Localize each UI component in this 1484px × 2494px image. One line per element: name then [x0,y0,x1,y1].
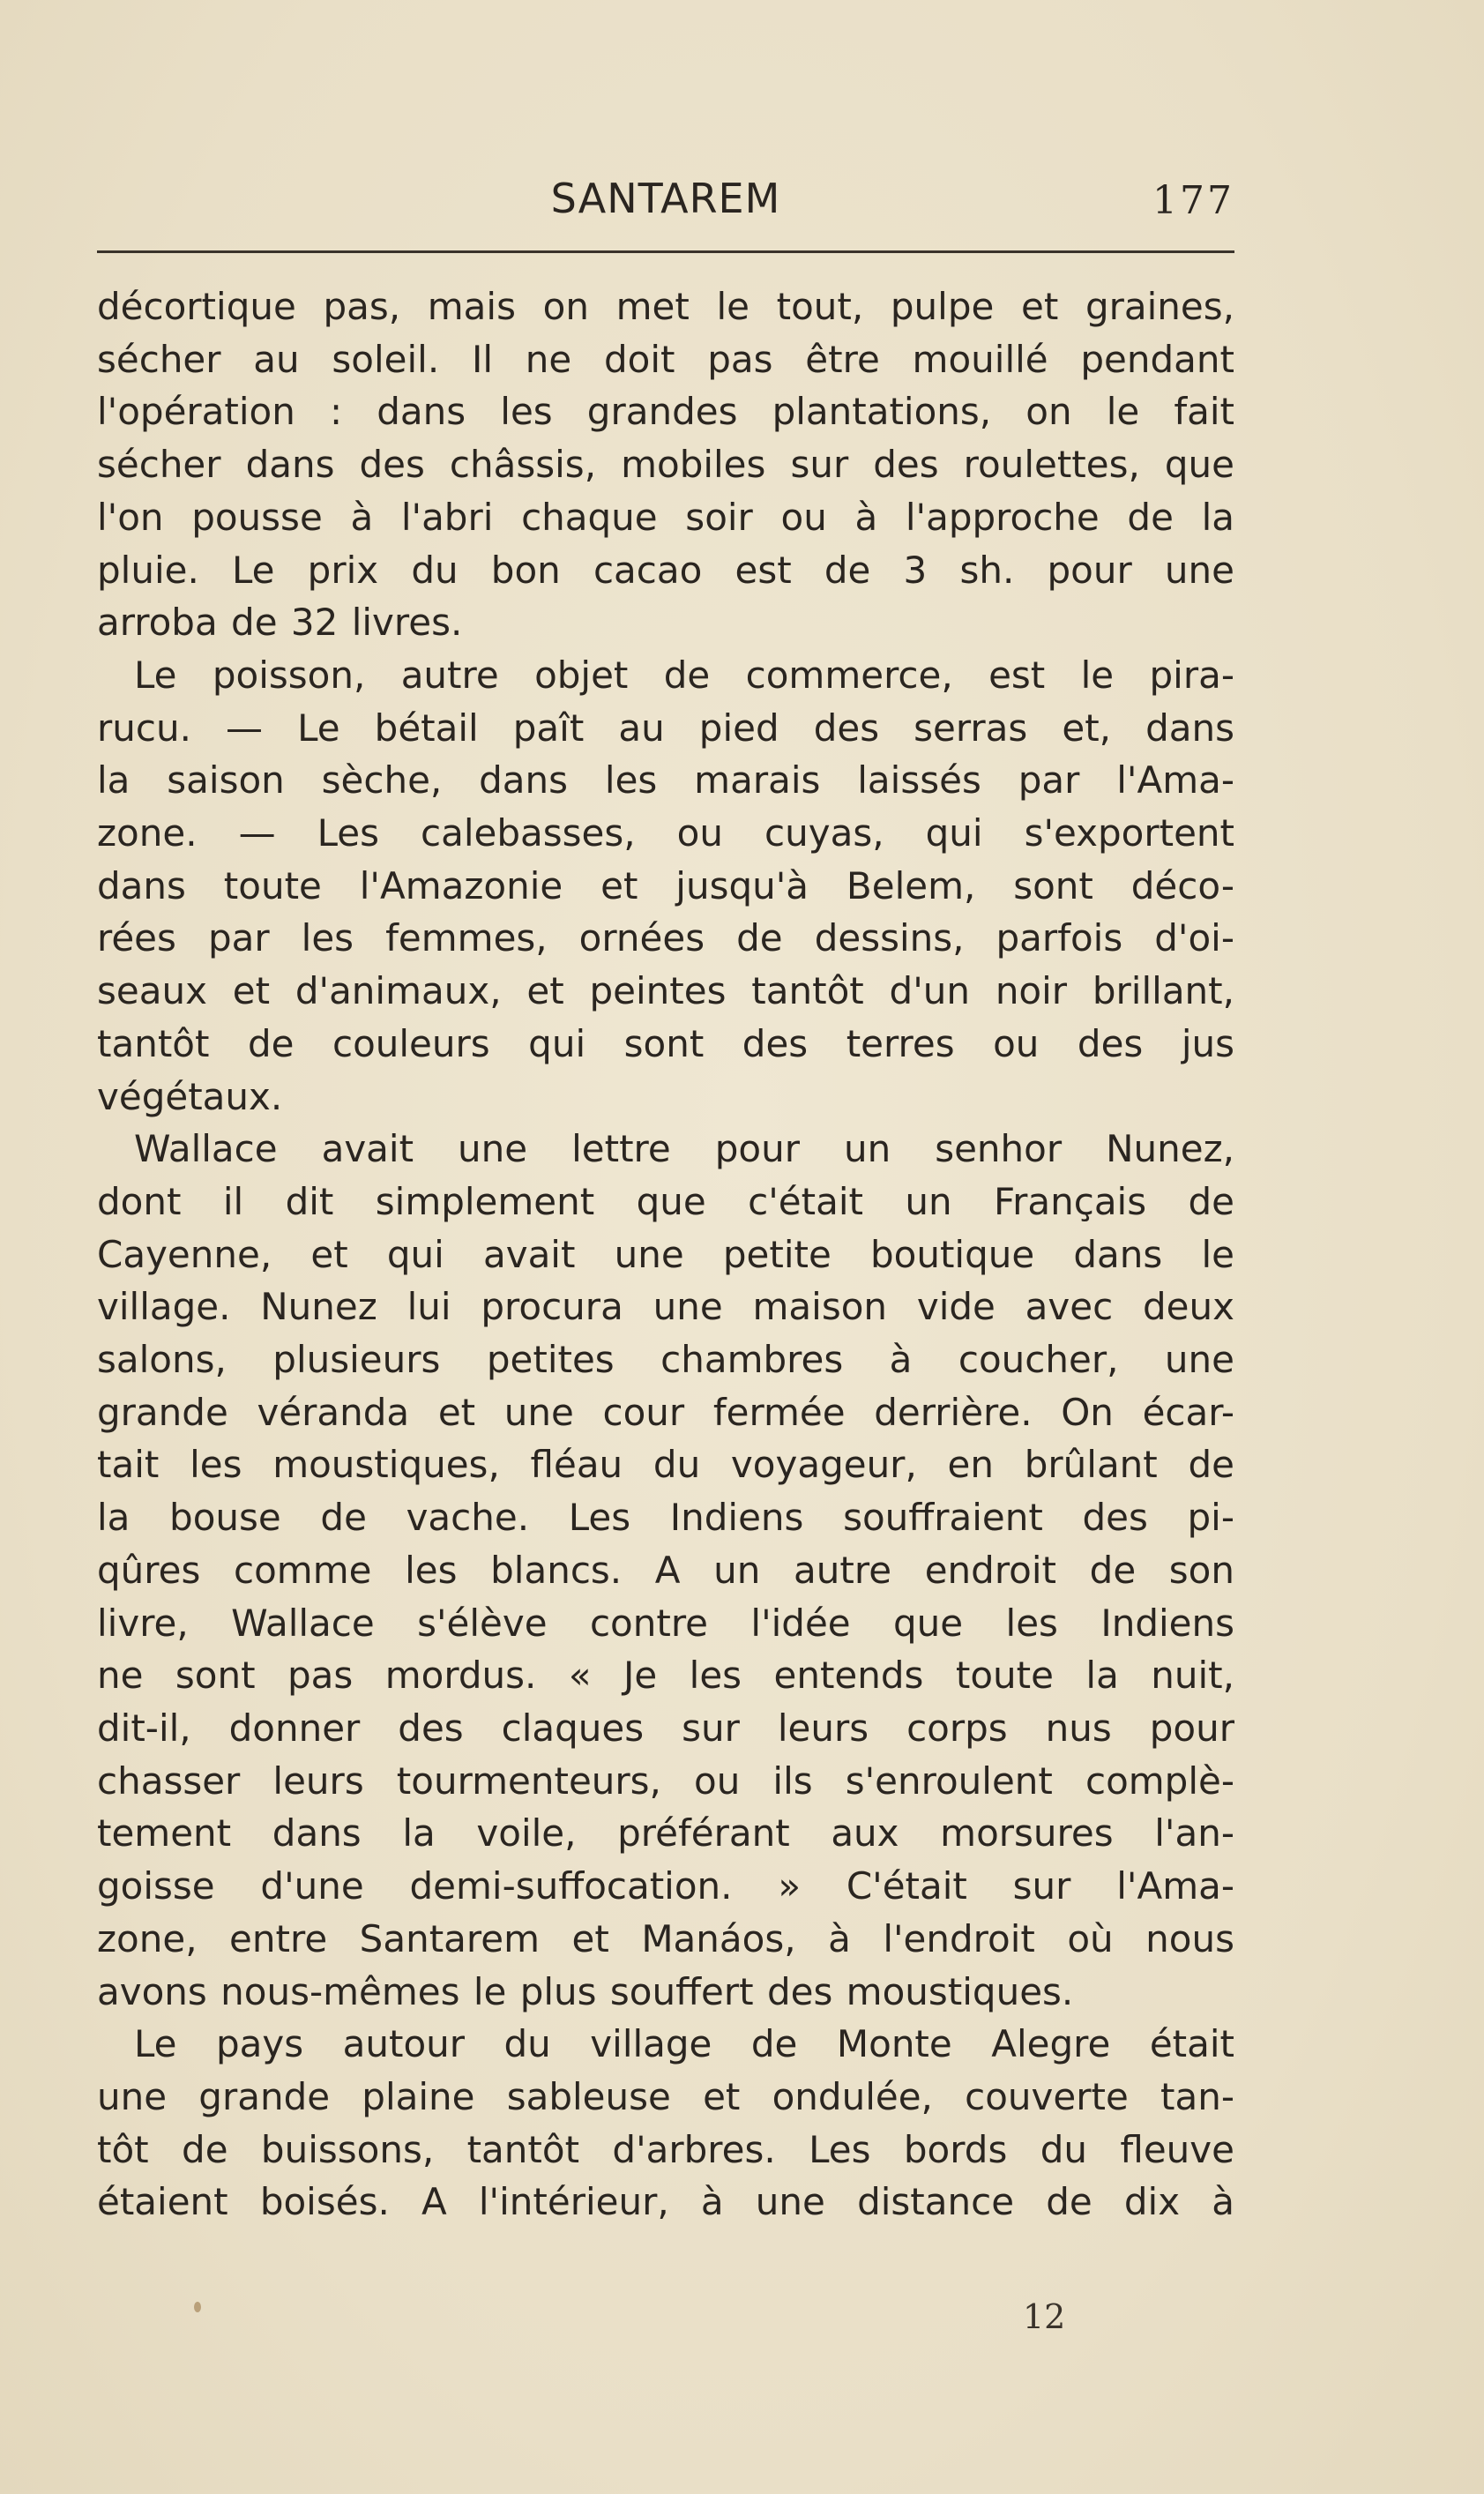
text-line: Le pays autour du village de Monte Alegre était [134,2022,1234,2066]
header-rule [97,250,1234,253]
text-line: avons nous-mêmes le plus souffert des moustiques. [97,1969,1074,2013]
text-line: l'on pousse à l'abri chaque soir ou à l'approche de la [97,495,1234,539]
text-line: dont il dit simplement que c'était un Français de [97,1179,1234,1223]
text-line: salons, plusieurs petites chambres à coucher, une [97,1338,1234,1382]
text-line: qûres comme les blancs. A un autre endroit de son [97,1548,1234,1592]
text-line: décortique pas, mais on met le tout, pulpe et graines, [97,285,1234,328]
text-line: grande véranda et une cour fermée derrière. On écar- [97,1390,1234,1434]
text-line: Cayenne, et qui avait une petite boutique dans le [97,1232,1234,1276]
text-line: tement dans la voile, préférant aux morsures l'an- [97,1811,1234,1856]
page-number: 177 [1152,178,1234,223]
page-header [97,175,1234,245]
text-line: sécher au soleil. Il ne doit pas être mouillé pendant [97,337,1234,381]
text-line: une grande plaine sableuse et ondulée, couverte tan- [97,2074,1234,2118]
text-line: ne sont pas mordus. « Je les entends toute la nuit, [97,1654,1234,1698]
ink-dot [194,2302,201,2312]
text-line: tôt de buissons, tantôt d'arbres. Les bords du fleuve [97,2127,1234,2171]
running-title: SANTAREM [550,175,781,222]
text-line: la bouse de vache. Les Indiens souffraient des pi- [97,1496,1234,1540]
text-line: végétaux. [97,1074,283,1118]
text-line: village. Nunez lui procura une maison vide avec deux [97,1285,1234,1329]
text-line: livre, Wallace s'élève contre l'idée que les Indiens [97,1601,1234,1645]
text-line: Wallace avait une lettre pour un senhor Nunez, [134,1127,1234,1171]
text-line: Le poisson, autre objet de commerce, est le pira- [134,653,1234,697]
text-line: tait les moustiques, fléau du voyageur, en brûlant de [97,1443,1234,1487]
text-line: chasser leurs tourmenteurs, ou ils s'enroulent complè- [97,1758,1234,1803]
text-line: goisse d'une demi-suffocation. » C'était sur l'Ama- [97,1864,1234,1908]
text-line: rées par les femmes, ornées de dessins, parfois d'oi- [97,916,1234,960]
text-line: arroba de 32 livres. [97,601,463,645]
text-line: la saison sèche, dans les marais laissés par l'Ama- [97,758,1234,803]
text-line: tantôt de couleurs qui sont des terres ou des jus [97,1021,1234,1065]
text-line: dit-il, donner des claques sur leurs corps nus pour [97,1706,1234,1750]
text-line: zone, entre Santarem et Manáos, à l'endroit où nous [97,1916,1234,1960]
text-line: pluie. Le prix du bon cacao est de 3 sh. pour une [97,548,1234,592]
text-line: zone. — Les calebasses, ou cuyas, qui s'exportent [97,811,1234,855]
text-line: étaient boisés. A l'intérieur, à une distance de dix à [97,2180,1234,2224]
text-line: l'opération : dans les grandes plantations, on le fait [97,390,1234,434]
body-text [97,280,1234,2229]
text-line: sécher dans des châssis, mobiles sur des roulettes, que [97,443,1234,487]
text-line: seaux et d'animaux, et peintes tantôt d'un noir brillant, [97,969,1234,1013]
text-line: rucu. — Le bétail paît au pied des serras et, dans [97,706,1234,750]
printer-signature: 12 [1023,2297,1066,2336]
text-line: dans toute l'Amazonie et jusqu'à Belem, sont déco- [97,863,1234,907]
